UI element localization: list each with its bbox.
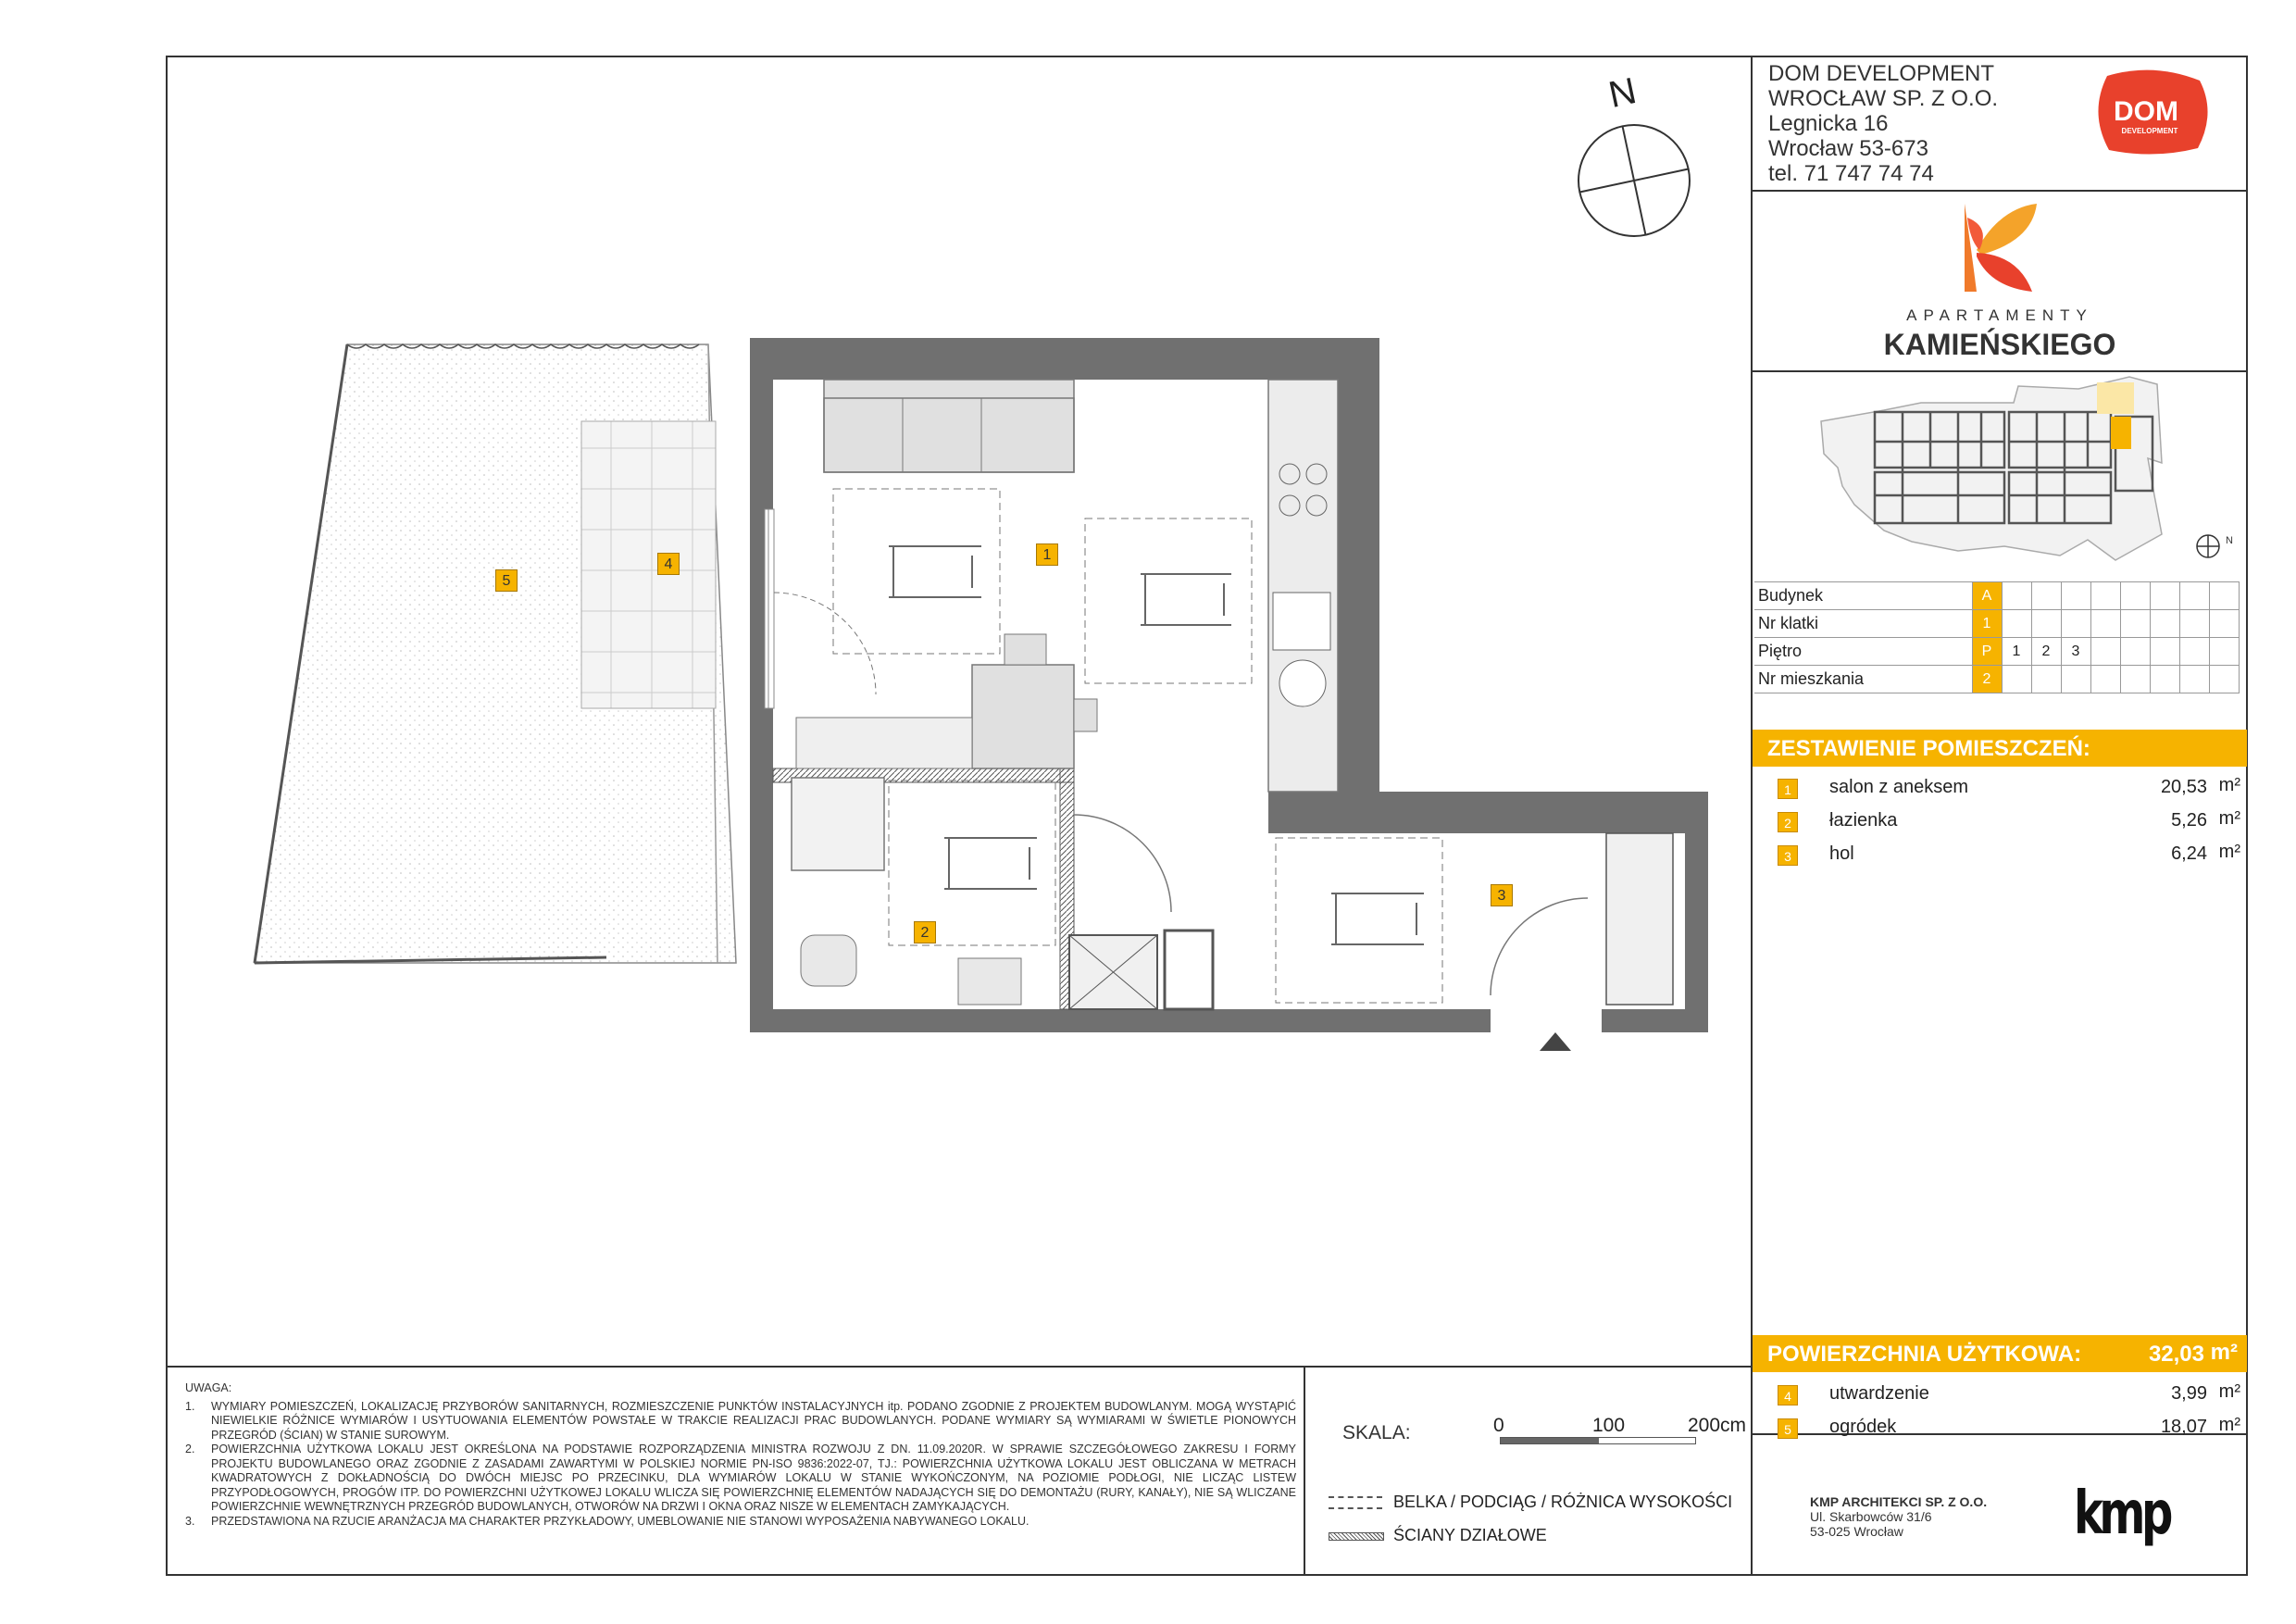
location-row-label: Nr klatki bbox=[1754, 610, 1972, 638]
location-cell bbox=[2179, 638, 2209, 666]
company-address bbox=[1768, 61, 1998, 186]
area-row-unit: m² bbox=[2218, 842, 2240, 862]
area-row bbox=[1778, 1380, 2240, 1413]
area-row-value: 20,53 bbox=[2160, 777, 2207, 797]
company-name: DOM DEVELOPMENT bbox=[1768, 61, 1995, 86]
note-text: PRZEDSTAWIONA NA RZUCIE ARANŻACJA MA CHARAKTER PRZYKŁADOWY, UMEBLOWANIE NIE STANOWI WYPOSAŻENIA NABYWANEGO LOKALU. bbox=[211, 1514, 1029, 1528]
dom-development-logo bbox=[2089, 67, 2213, 159]
location-cell bbox=[2090, 638, 2120, 666]
scale-tick-100: 100 bbox=[1592, 1415, 1626, 1436]
note-number: 3. bbox=[185, 1514, 195, 1528]
scale-bar bbox=[1500, 1437, 1696, 1444]
location-cell: P bbox=[1972, 638, 2002, 666]
sidebar-line-1 bbox=[1751, 190, 2248, 192]
area-row-number: 5 bbox=[1778, 1418, 1798, 1439]
plan-label-2: 2 bbox=[914, 921, 936, 943]
note-item bbox=[185, 1443, 1296, 1515]
note-text: WYMIARY POMIESZCZEŃ, LOKALIZACJĘ PRZYBORÓW SANITARNYCH, ROZMIESZCZENIE PUNKTÓW INSTALACYJNYCH itp. PODANO ZGODNIE Z PROJEKTEM BUDOWLANYM. MOGĄ WYSTĄPIĆ NIEWIELKIE RÓŻNICE WYMIARÓW I USYTUOWANIA ELEMENTÓW POWSTAŁE W TRAKCIE REALIZACJI PRAC BUDOWLANYCH. PODANE WYMIARY SĄ WYMIARAMI W ŚWIETLE PIONOWYCH PRZEGRÓD (ŚCIAN) W STANIE SUROWYM. bbox=[211, 1399, 1296, 1442]
kmp-logo: kmp bbox=[2074, 1480, 2169, 1548]
location-cell bbox=[2090, 582, 2120, 610]
note-item bbox=[185, 1515, 1296, 1530]
location-cell: 2 bbox=[2031, 638, 2061, 666]
company-street: Legnicka 16 bbox=[1768, 111, 1889, 136]
location-row bbox=[1754, 582, 2239, 610]
compass-n: N bbox=[1604, 69, 1641, 116]
location-cell: 2 bbox=[1972, 666, 2002, 693]
project-name-line2: KAMIEŃSKIEGO bbox=[1883, 328, 2116, 361]
location-cell bbox=[2209, 582, 2239, 610]
location-cell bbox=[2002, 582, 2031, 610]
rooms-header bbox=[1753, 730, 2247, 767]
area-row-unit: m² bbox=[2218, 1381, 2240, 1402]
area-row-name: hol bbox=[1829, 843, 1854, 864]
area-row bbox=[1778, 1413, 2240, 1446]
location-cell bbox=[2120, 666, 2150, 693]
location-row-label: Piętro bbox=[1754, 638, 1972, 666]
scale-tick-200: 200cm bbox=[1688, 1415, 1747, 1436]
location-cell bbox=[2031, 610, 2061, 638]
location-cell bbox=[2120, 638, 2150, 666]
area-row-value: 6,24 bbox=[2171, 843, 2207, 864]
scale-tick-0: 0 bbox=[1493, 1415, 1504, 1436]
area-row-name: salon z aneksem bbox=[1829, 777, 1969, 797]
location-cell bbox=[2150, 666, 2179, 693]
plan-label-4: 4 bbox=[657, 553, 680, 575]
note-item bbox=[185, 1400, 1296, 1443]
location-row-label: Nr mieszkania bbox=[1754, 666, 1972, 693]
project-logo-mark bbox=[1953, 199, 2046, 296]
location-cell: 3 bbox=[2061, 638, 2090, 666]
note-number: 1. bbox=[185, 1399, 195, 1413]
notes-block bbox=[185, 1381, 1296, 1529]
area-row bbox=[1778, 840, 2240, 873]
location-cell bbox=[2150, 582, 2179, 610]
scale-divider bbox=[1304, 1366, 1305, 1576]
area-row-unit: m² bbox=[2218, 775, 2240, 795]
area-row-value: 3,99 bbox=[2171, 1383, 2207, 1404]
company-name2: WROCŁAW SP. Z O.O. bbox=[1768, 86, 1999, 111]
location-row bbox=[1754, 638, 2239, 666]
usable-unit: m² bbox=[2210, 1340, 2238, 1365]
area-row-value: 5,26 bbox=[2171, 810, 2207, 831]
usable-label: POWIERZCHNIA UŻYTKOWA: bbox=[1767, 1342, 2082, 1367]
location-cell bbox=[2179, 610, 2209, 638]
scale-label: SKALA: bbox=[1342, 1422, 1411, 1443]
company-phone: tel. 71 747 74 74 bbox=[1768, 161, 1934, 186]
area-row-name: utwardzenie bbox=[1829, 1383, 1929, 1404]
usable-area-bar bbox=[1753, 1335, 2247, 1372]
project-name-line1: APARTAMENTY bbox=[1906, 306, 2093, 324]
location-cell bbox=[2150, 638, 2179, 666]
location-cell: 1 bbox=[2002, 638, 2031, 666]
plan-label-1: 1 bbox=[1036, 543, 1058, 566]
architect-info bbox=[1810, 1494, 1987, 1539]
location-cell bbox=[2150, 610, 2179, 638]
location-cell bbox=[2209, 638, 2239, 666]
area-row-value: 18,07 bbox=[2160, 1417, 2207, 1437]
location-cell bbox=[2031, 666, 2061, 693]
location-cell bbox=[2090, 610, 2120, 638]
area-row-number: 4 bbox=[1778, 1385, 1798, 1405]
dom-logo-text: DOM bbox=[2114, 96, 2178, 127]
rooms-title: ZESTAWIENIE POMIESZCZEŃ: bbox=[1767, 736, 2090, 761]
area-row-number: 3 bbox=[1778, 845, 1798, 866]
floor-plan bbox=[241, 324, 1722, 1065]
area-row-name: łazienka bbox=[1829, 810, 1898, 831]
location-cell bbox=[2002, 610, 2031, 638]
area-row-number: 1 bbox=[1778, 779, 1798, 799]
location-cell bbox=[2179, 582, 2209, 610]
location-row bbox=[1754, 666, 2239, 693]
area-row-name: ogródek bbox=[1829, 1417, 1897, 1437]
location-cell bbox=[2090, 666, 2120, 693]
area-row-number: 2 bbox=[1778, 812, 1798, 832]
location-cell: A bbox=[1972, 582, 2002, 610]
key-plan bbox=[1810, 375, 2245, 579]
location-cell: 1 bbox=[1972, 610, 2002, 638]
legend-walls-label: ŚCIANY DZIAŁOWE bbox=[1393, 1526, 1547, 1544]
location-cell bbox=[2209, 666, 2239, 693]
plan-label-3: 3 bbox=[1491, 884, 1513, 906]
area-row-unit: m² bbox=[2218, 1415, 2240, 1435]
company-city: Wrocław 53-673 bbox=[1768, 136, 1928, 161]
architect-street: Ul. Skarbowców 31/6 bbox=[1810, 1509, 1932, 1524]
dom-logo-sub: DEVELOPMENT bbox=[2121, 127, 2178, 135]
location-table bbox=[1754, 581, 2240, 693]
legend-beam-symbol bbox=[1329, 1496, 1382, 1509]
architect-name: KMP ARCHITEKCI SP. Z O.O. bbox=[1810, 1494, 1988, 1509]
legend-walls-symbol bbox=[1329, 1532, 1384, 1541]
north-compass bbox=[1565, 65, 1703, 241]
plan-label-5: 5 bbox=[495, 569, 518, 592]
location-row-label: Budynek bbox=[1754, 582, 1972, 610]
location-cell bbox=[2120, 582, 2150, 610]
sidebar-line-2 bbox=[1751, 370, 2248, 372]
note-text: POWIERZCHNIA UŻYTKOWA LOKALU JEST OKREŚLONA NA PODSTAWIE ROZPORZĄDZENIA MINISTRA ROZWOJU Z DN. 11.09.2020R. W SPRAWIE SZCZEGÓŁOWEGO ZAKRESU I FORMY PROJEKTU BUDOWLANEGO ORAZ ZGODNIE Z ZASADAMI ZAWARTYMI W POLSKIEJ NORMIE PN-ISO 9836:2022-07, TJ.: POWIERZCHNIA UŻYTKOWA LOKALU JEST OBLICZANA W METRACH KWADRATOWYCH Z DOKŁADNOŚCIĄ DO DWÓCH MIEJSC PO PRZECINKU, DLA WYMIARÓW LOKALU W STANIE WYKOŃCZONYM, NA POZIOMIE PODŁOGI, NIE LICZĄC LISTEW PRZYPODŁOGOWYCH, PROGÓW ITP. DO POWIERZCHNI UŻYTKOWEJ LOKALU WLICZA SIĘ POWIERZCHNIĘ ELEMENTÓW NADAJĄCYCH SIĘ DO DEMONTAŻU (RURY, KANAŁY), NIE SĄ WLICZANE POWIERZCHNIE WEWNĘTRZNYCH PRZEGRÓD BUDOWLANYCH, OTWORÓW NA DRZWI I OKNA ORAZ NISZE W ELEMENTACH ZAMYKAJĄCYCH. bbox=[211, 1443, 1296, 1513]
mini-compass-n: N bbox=[2226, 535, 2233, 546]
area-row bbox=[1778, 806, 2240, 840]
bottom-divider bbox=[166, 1366, 1752, 1368]
location-cell bbox=[2061, 666, 2090, 693]
legend-beam-label: BELKA / PODCIĄG / RÓŻNICA WYSOKOŚCI bbox=[1393, 1493, 1733, 1511]
area-row bbox=[1778, 773, 2240, 806]
location-cell bbox=[2002, 666, 2031, 693]
architect-city: 53-025 Wrocław bbox=[1810, 1524, 1903, 1539]
notes-title: UWAGA: bbox=[185, 1381, 232, 1394]
location-cell bbox=[2061, 582, 2090, 610]
location-row bbox=[1754, 610, 2239, 638]
usable-value: 32,03 bbox=[2148, 1342, 2204, 1367]
location-cell bbox=[2061, 610, 2090, 638]
location-cell bbox=[2209, 610, 2239, 638]
location-cell bbox=[2031, 582, 2061, 610]
location-cell bbox=[2179, 666, 2209, 693]
location-cell bbox=[2120, 610, 2150, 638]
note-number: 2. bbox=[185, 1443, 195, 1455]
area-row-unit: m² bbox=[2218, 808, 2240, 829]
